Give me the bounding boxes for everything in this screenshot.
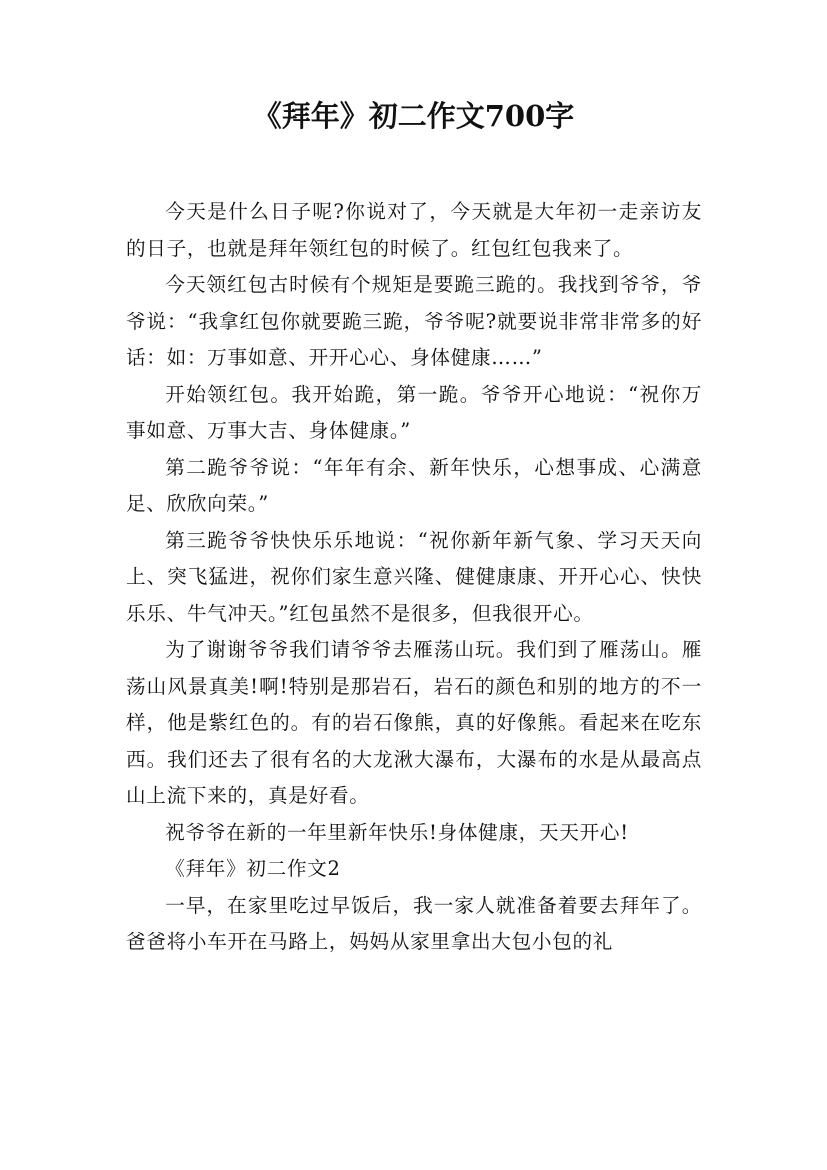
section-heading: 《拜年》初二作文2 xyxy=(165,857,341,880)
paragraph: 祝爷爷在新的一年里新年快乐!身体健康，天天开心! xyxy=(165,820,629,844)
paragraph: 今天是什么日子呢?你说对了，今天就是大年初一走亲访友的日子，也就是拜年领红包的时候了。红包红包我来了。 xyxy=(126,200,702,260)
paragraph: 第三跪爷爷快快乐乐地说：“祝你新年新气象、学习天天向上、突飞猛进，祝你们家生意兴隆、健健康康、开开心心、快快乐乐、牛气冲天。”红包虽然不是很多，但我很开心。 xyxy=(126,528,702,625)
paragraph: 开始领红包。我开始跪，第一跪。爷爷开心地说：“祝你万事如意、万事大吉、身体健康。” xyxy=(126,382,702,442)
paragraph: 今天领红包古时候有个规矩是要跪三跪的。我找到爷爷，爷爷说：“我拿红包你就要跪三跪，爷爷呢?就要说非常非常多的好话：如：万事如意、开开心心、身体健康……” xyxy=(126,273,702,369)
document-body xyxy=(126,194,702,961)
paragraph: 一早，在家里吃过早饭后，我一家人就准备着要去拜年了。爸爸将小车开在马路上，妈妈从家里拿出大包小包的礼 xyxy=(126,893,702,953)
paragraph: 为了谢谢爷爷我们请爷爷去雁荡山玩。我们到了雁荡山。雁荡山风景真美!啊!特别是那岩石，岩石的颜色和别的地方的不一样，他是紫红色的。有的岩石像熊，真的好像熊。看起来在吃东西。我们还去了很有名的大龙湫大瀑布，大瀑布的水是从最高点山上流下来的，真是好看。 xyxy=(126,638,702,807)
paragraph: 第二跪爷爷说：“年年有余、新年快乐，心想事成、心满意足、欣欣向荣。” xyxy=(126,455,702,515)
document-title: 《拜年》初二作文700字 xyxy=(252,99,575,133)
